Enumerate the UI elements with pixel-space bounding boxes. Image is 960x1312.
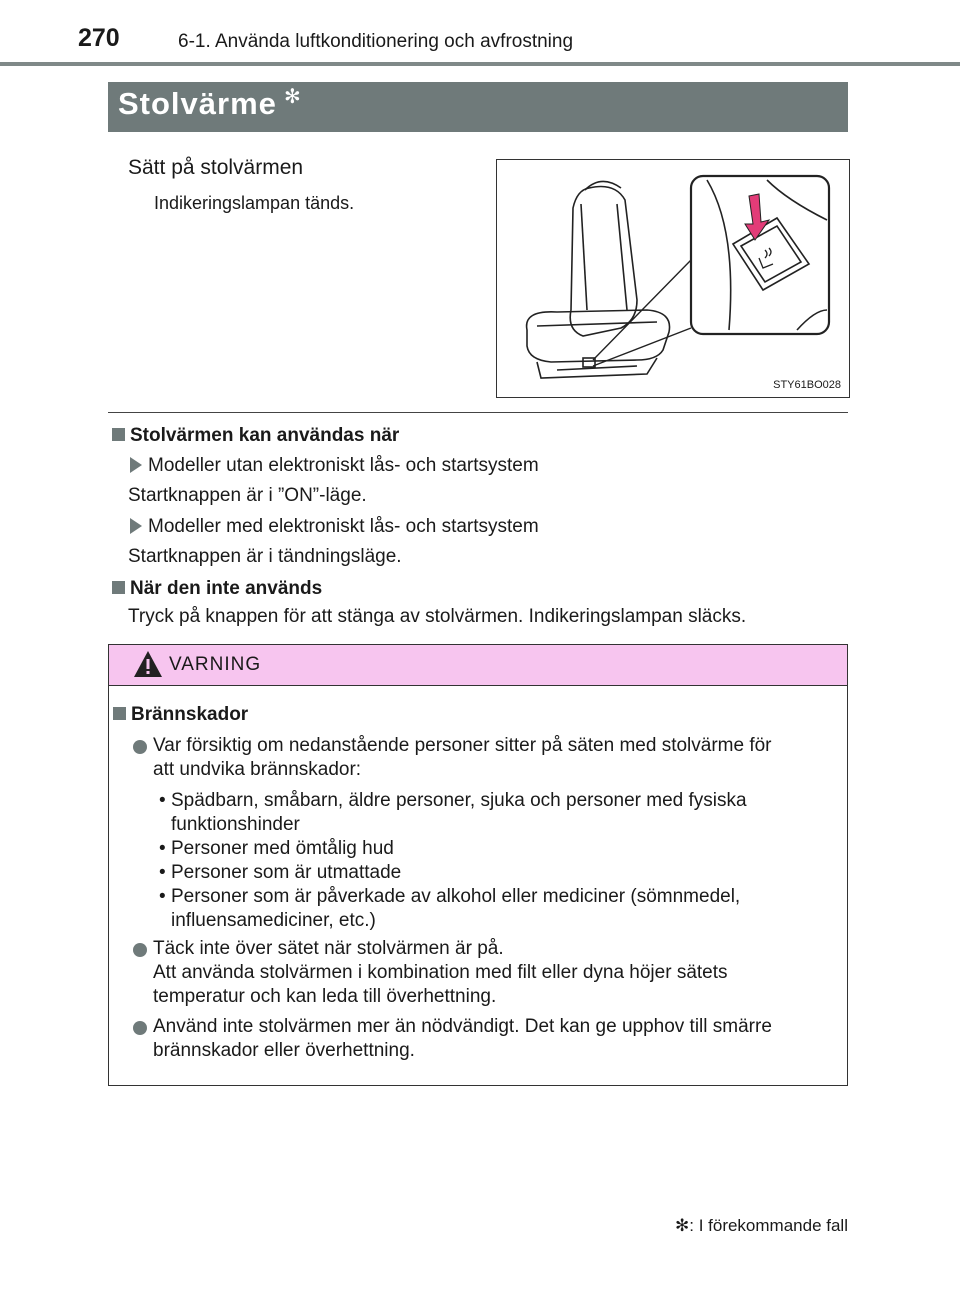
warning-triangle-icon <box>133 649 163 679</box>
section-title: Stolvärme <box>118 86 277 121</box>
warning-point-1-line-1: Var försiktig om nedanstående personer sitter på säten med stolvärme för <box>153 735 772 756</box>
warning-point-3-line-2: brännskador eller överhettning. <box>153 1040 415 1061</box>
seat-illustration-icon <box>497 160 849 397</box>
note-heading-text: Stolvärmen kan användas när <box>130 425 400 446</box>
seat-heater-illustration <box>496 159 850 398</box>
model-line-with-smart-key <box>130 516 539 538</box>
round-bullet-icon <box>133 943 147 957</box>
warning-point-2-line-3: temperatur och kan leda till överhettning. <box>153 986 497 1007</box>
list-bullet: • <box>159 838 166 859</box>
page-number: 270 <box>78 24 120 52</box>
header-rule <box>0 62 960 66</box>
chapter-title: 6-1. Använda luftkonditionering och avfrostning <box>178 31 574 52</box>
condition-text: Startknappen är i ”ON”-läge. <box>128 485 367 506</box>
list-bullet: • <box>159 862 166 883</box>
condition-text: Startknappen är i tändningsläge. <box>128 546 402 567</box>
figure-code: STY61BO028 <box>773 379 841 391</box>
step-title: Sätt på stolvärmen <box>128 156 304 179</box>
note-heading-text: När den inte används <box>130 578 323 599</box>
list-item-1-line-2: funktionshinder <box>171 814 300 835</box>
list-bullet: • <box>159 790 166 811</box>
section-divider <box>108 412 848 413</box>
triangle-bullet-icon <box>130 457 142 473</box>
section-optional-marker: ✻ <box>284 86 301 108</box>
list-item-3: Personer som är utmattade <box>171 862 402 883</box>
model-text: Modeller utan elektroniskt lås- och startsystem <box>148 455 539 476</box>
square-bullet-icon <box>112 581 125 594</box>
warning-point-2-line-2: Att använda stolvärmen i kombination med filt eller dyna höjer sätets <box>153 962 728 983</box>
square-bullet-icon <box>113 707 126 720</box>
list-bullet: • <box>159 886 166 907</box>
warning-point-2-line-1: Täck inte över sätet när stolvärmen är på. <box>153 938 504 959</box>
footnote-marker: ✻ <box>675 1216 690 1235</box>
warning-point-3-line-1: Använd inte stolvärmen mer än nödvändigt. Det kan ge upphov till smärre <box>153 1016 772 1037</box>
warning-header <box>109 645 847 686</box>
note-heading-not-used <box>112 578 322 600</box>
warning-heading <box>113 703 248 727</box>
model-line-without-smart-key <box>130 455 539 477</box>
warning-label: VARNING <box>169 654 262 675</box>
footnote-text: : I förekommande fall <box>689 1216 848 1235</box>
square-bullet-icon <box>112 428 125 441</box>
footnote <box>675 1216 848 1236</box>
warning-heading-text: Brännskador <box>131 704 249 725</box>
list-item-4-line-1: Personer som är påverkade av alkohol eller mediciner (sömnmedel, <box>171 886 741 907</box>
round-bullet-icon <box>133 1021 147 1035</box>
list-item-1-line-1: Spädbarn, småbarn, äldre personer, sjuka och personer med fysiska <box>171 790 747 811</box>
note-heading-usage <box>112 425 399 447</box>
model-text: Modeller med elektroniskt lås- och startsystem <box>148 516 539 537</box>
round-bullet-icon <box>133 740 147 754</box>
note-text: Tryck på knappen för att stänga av stolvärmen. Indikeringslampan släcks. <box>128 606 747 627</box>
warning-box <box>108 644 848 1086</box>
list-item-4-line-2: influensamediciner, etc.) <box>171 910 376 931</box>
warning-point-1-line-2: att undvika brännskador: <box>153 759 362 780</box>
list-item-2: Personer med ömtålig hud <box>171 838 394 859</box>
step-description: Indikeringslampan tänds. <box>154 193 355 213</box>
triangle-bullet-icon <box>130 518 142 534</box>
